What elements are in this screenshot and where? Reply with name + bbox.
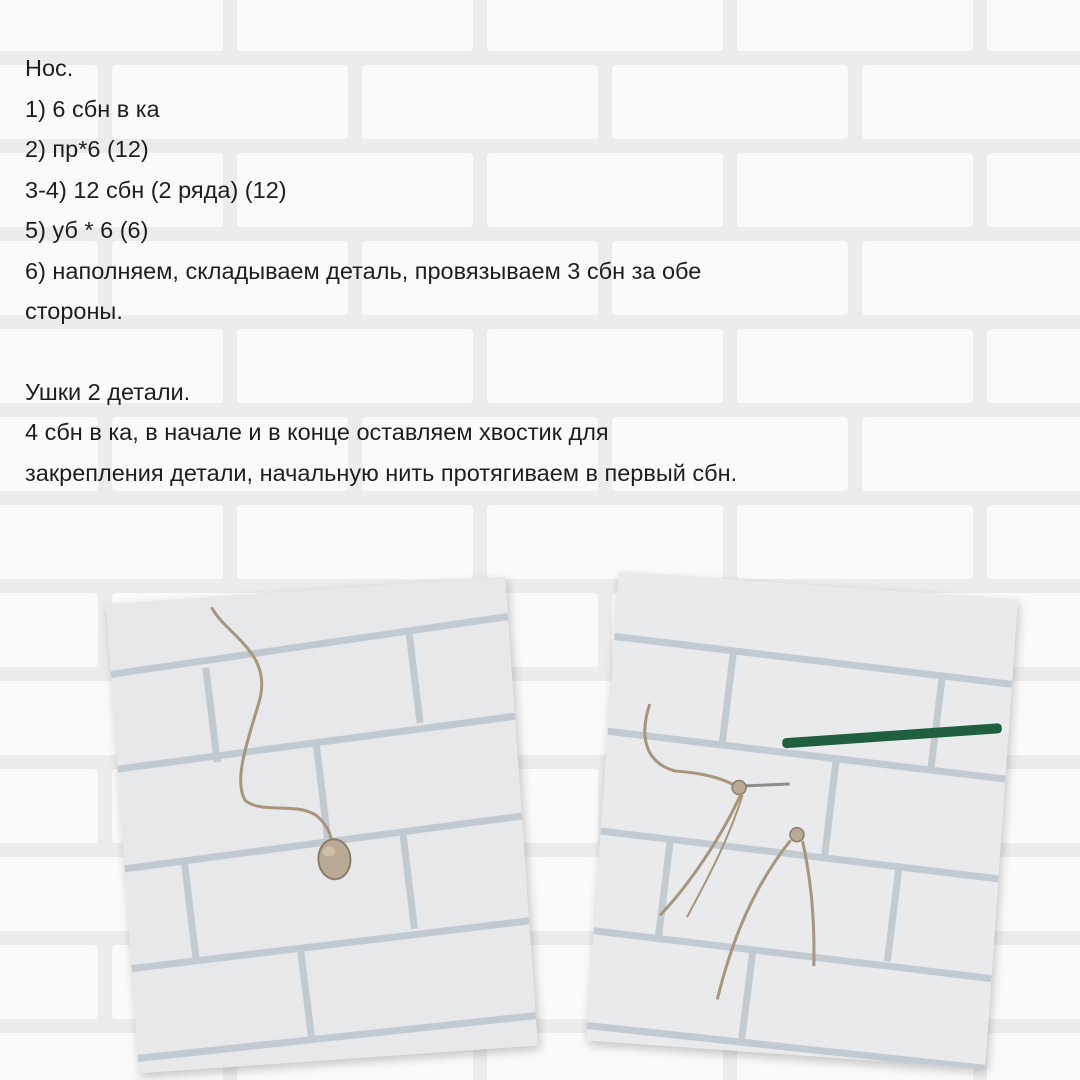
nose-step: стороны.: [25, 298, 123, 324]
nose-title: Нос.: [25, 55, 74, 81]
nose-step: 5) уб * 6 (6): [25, 217, 149, 243]
nose-photo: [106, 577, 538, 1074]
ears-title: Ушки 2 детали.: [25, 378, 191, 405]
pattern-text: [25, 48, 1025, 493]
ears-line: закрепления детали, начальную нить протягиваем в первый сбн.: [25, 459, 738, 486]
nose-step: 2) пр*6 (12): [25, 136, 149, 162]
nose-step: 6) наполняем, складываем деталь, провязываем 3 сбн за обе: [25, 257, 702, 284]
nose-step: 3-4) 12 сбн (2 ряда) (12): [25, 176, 287, 203]
ears-line: 4 сбн в ка, в начале и в конце оставляем хвостик для: [25, 419, 609, 445]
ears-photo: [586, 572, 1018, 1069]
nose-step: 1) 6 сбн в ка: [25, 95, 160, 122]
